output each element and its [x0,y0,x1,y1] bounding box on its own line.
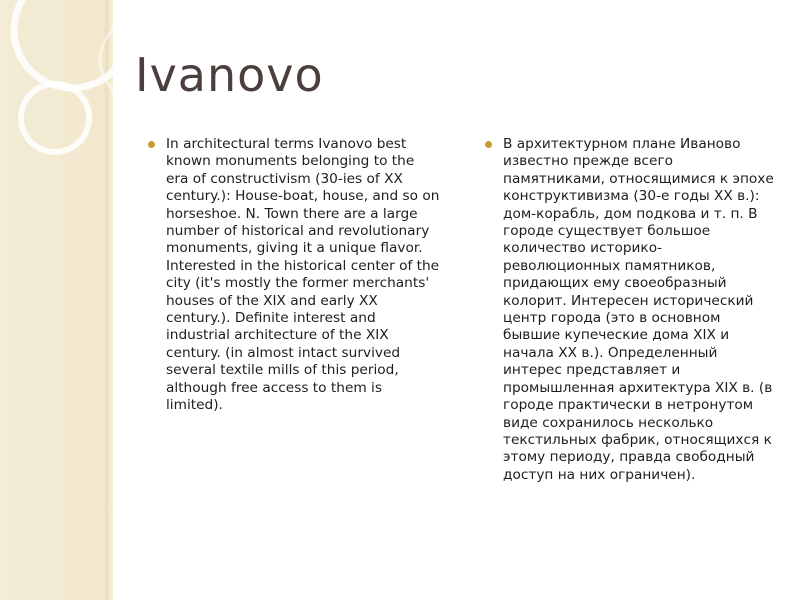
english-bullet-item [148,136,440,415]
bullet-icon [485,141,492,148]
decorative-ring-small [21,84,89,152]
russian-paragraph: В архитектурном плане Иваново известно прежде всего памятниками, относящимися к эпохе конструктивизма (30-е годы ХХ в.): дом-корабль, дом подкова и т. п. В городе существует большое количество историко-революционных памятников, придающих ему своеобразный колорит. Интересен исторический центр города (это в основном бывшие купеческие дома XIX и начала XX в.). Определенный интерес представляет и промышленная архитектура XIX в. (в городе практически в нетронутом виде сохранилось несколько текстильных фабрик, относящихся к этому периоду, правда свободный доступ на них ограничен). [503,136,774,483]
bullet-icon [148,141,155,148]
english-paragraph: In architectural terms Ivanovo best known monuments belonging to the era of constructivism (30-ies of XX century.): House-boat, house, and so on horseshoe. N. Town there are a large number of historical and revolutionary monuments, giving it a unique flavor. Interested in the historical center of the city (it's mostly the former merchants' houses of the XIX and early XX century.). Definite interest and industrial architecture of the XIX century. (in almost intact survived several textile mills of this period, although free access to them is limited). [166,136,440,414]
english-column [148,136,440,415]
russian-column [485,136,777,484]
decorative-ring-large [14,0,130,88]
slide-title: Ivanovo [135,48,324,102]
russian-bullet-item [485,136,777,484]
